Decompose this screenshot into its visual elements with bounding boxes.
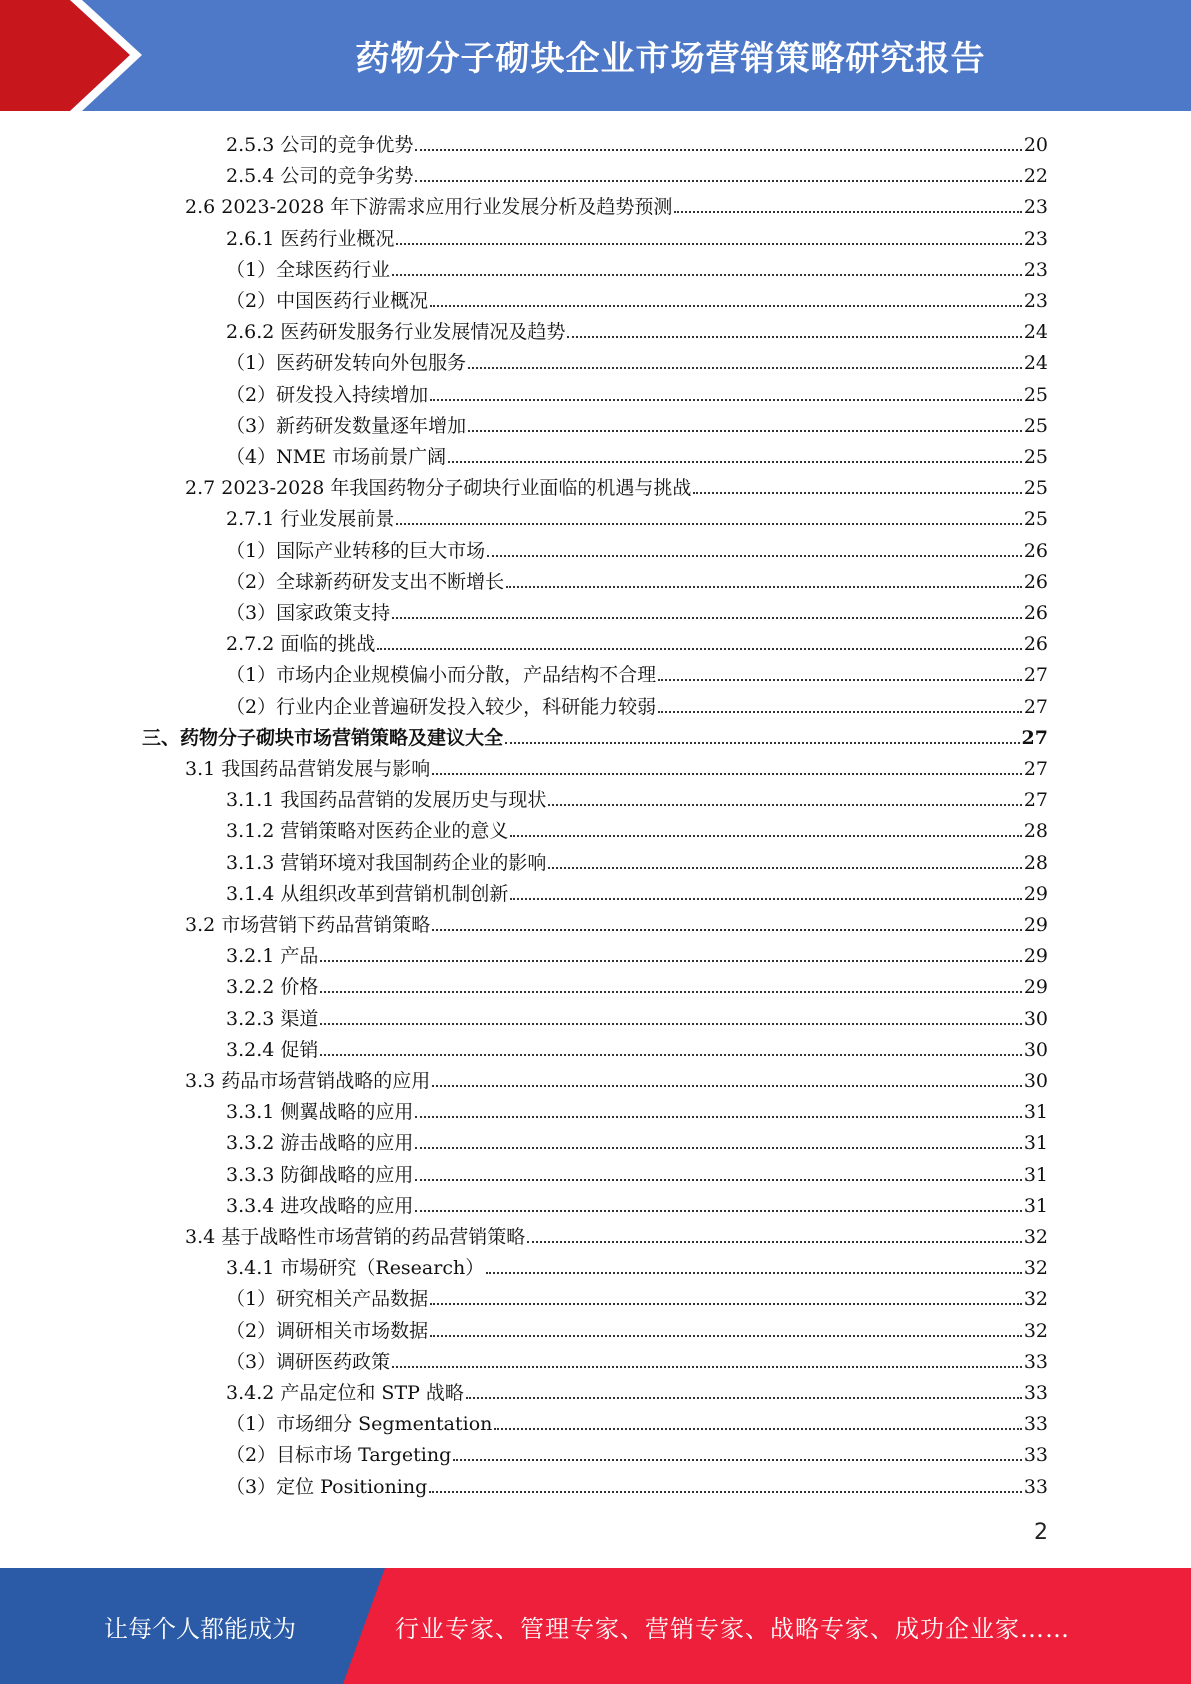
toc-entry-page: 28 xyxy=(1023,820,1048,843)
toc-dot-leader xyxy=(432,1084,1022,1087)
page-number: 2 xyxy=(1034,1520,1048,1545)
toc-entry[interactable] xyxy=(226,844,1048,875)
toc-entry-page: 23 xyxy=(1023,196,1048,219)
toc-entry[interactable] xyxy=(226,1468,1048,1499)
toc-dot-leader xyxy=(658,678,1022,681)
toc-entry-label: 3.3.1 侧翼战略的应用 xyxy=(226,1101,414,1124)
toc-dot-leader xyxy=(320,1022,1021,1025)
toc-entry[interactable] xyxy=(226,407,1048,438)
header-arrow-decoration xyxy=(0,0,160,111)
toc-entry-page: 31 xyxy=(1023,1101,1048,1124)
toc-entry-label: 3.4.2 产品定位和 STP 战略 xyxy=(226,1382,464,1404)
toc-entry-label: 3.2.2 价格 xyxy=(226,976,319,999)
toc-entry-label: 3.1 我国药品营销发展与影响 xyxy=(185,758,431,780)
toc-entry-page: 32 xyxy=(1023,1288,1048,1311)
toc-entry-label: 3.1.4 从组织改革到营销机制创新 xyxy=(226,882,509,905)
toc-dot-leader xyxy=(658,710,1022,713)
toc-dot-leader xyxy=(429,1490,1022,1493)
toc-entry-label: 3.2.1 产品 xyxy=(226,945,319,968)
toc-entry[interactable] xyxy=(226,937,1048,968)
toc-entry[interactable] xyxy=(226,157,1048,188)
toc-dot-leader xyxy=(320,959,1021,962)
toc-dot-leader xyxy=(494,1427,1021,1430)
toc-entry-label: 3.2 市场营销下药品营销策略 xyxy=(185,914,431,936)
toc-entry-label: （1）市场细分 Segmentation xyxy=(226,1413,493,1436)
toc-entry[interactable] xyxy=(185,1062,1048,1093)
toc-entry-label: 2.5.3 公司的竞争优势 xyxy=(226,134,414,156)
toc-entry-label: 3.2.3 渠道 xyxy=(226,1007,319,1030)
toc-entry-label: 2.5.4 公司的竞争劣势 xyxy=(226,165,414,188)
toc-dot-leader xyxy=(674,210,1021,213)
toc-entry-page: 25 xyxy=(1023,508,1048,531)
toc-dot-leader xyxy=(505,741,1020,744)
toc-entry-label: （2）全球新药研发支出不断增长 xyxy=(226,570,505,593)
toc-entry[interactable] xyxy=(226,688,1048,719)
toc-dot-leader xyxy=(466,1396,1022,1399)
toc-entry[interactable] xyxy=(142,719,1048,750)
toc-entry-label: （1）研究相关产品数据 xyxy=(226,1288,429,1311)
toc-entry-label: （1）医药研发转向外包服务 xyxy=(226,352,467,375)
toc-dot-leader xyxy=(432,772,1022,775)
toc-entry[interactable] xyxy=(226,1187,1048,1218)
toc-entry-page: 27 xyxy=(1023,695,1048,718)
toc-entry-label: （3）国家政策支持 xyxy=(226,602,391,624)
toc-entry[interactable] xyxy=(226,126,1048,157)
toc-entry-page: 33 xyxy=(1023,1350,1048,1373)
toc-entry[interactable] xyxy=(226,781,1048,812)
toc-dot-leader xyxy=(430,398,1022,401)
toc-entry-label: 3.2.4 促销 xyxy=(226,1038,319,1061)
toc-dot-leader xyxy=(392,273,1022,276)
toc-entry[interactable] xyxy=(185,188,1048,219)
toc-dot-leader xyxy=(415,1146,1021,1149)
toc-dot-leader xyxy=(415,1178,1021,1181)
toc-entry[interactable] xyxy=(226,313,1048,344)
toc-dot-leader xyxy=(693,491,1021,494)
page-header xyxy=(0,0,1191,111)
toc-entry-page: 23 xyxy=(1023,290,1048,312)
toc-entry[interactable] xyxy=(226,1000,1048,1031)
toc-entry-page: 26 xyxy=(1023,633,1048,656)
toc-entry-page: 33 xyxy=(1023,1444,1048,1467)
toc-entry-page: 31 xyxy=(1023,1132,1048,1155)
toc-entry-page: 25 xyxy=(1023,446,1048,468)
page-footer xyxy=(0,1568,1191,1684)
toc-dot-leader xyxy=(415,179,1021,182)
toc-dot-leader xyxy=(392,1365,1022,1368)
toc-dot-leader xyxy=(415,148,1021,151)
toc-dot-leader xyxy=(392,616,1022,619)
toc-entry[interactable] xyxy=(185,1218,1048,1249)
toc-entry[interactable] xyxy=(226,344,1048,375)
toc-entry[interactable] xyxy=(226,625,1048,656)
toc-dot-leader xyxy=(548,866,1021,869)
toc-entry-page: 32 xyxy=(1023,1257,1048,1280)
toc-entry[interactable] xyxy=(226,1436,1048,1467)
toc-entry[interactable] xyxy=(226,1280,1048,1311)
toc-entry-page: 30 xyxy=(1023,1038,1048,1061)
toc-entry-page: 24 xyxy=(1023,321,1048,344)
toc-entry[interactable] xyxy=(185,469,1048,500)
toc-entry[interactable] xyxy=(226,812,1048,843)
toc-entry-page: 29 xyxy=(1023,882,1048,905)
toc-entry-label: （2）中国医药行业概况 xyxy=(226,290,429,312)
toc-entry-label: 3.3.2 游击战略的应用 xyxy=(226,1132,414,1155)
toc-entry[interactable] xyxy=(185,906,1048,937)
toc-entry-page: 27 xyxy=(1023,758,1048,780)
toc-entry[interactable] xyxy=(226,1405,1048,1436)
toc-entry-label: 3.4.1 市場研究（Research） xyxy=(226,1257,485,1280)
toc-dot-leader xyxy=(487,554,1022,557)
toc-entry-label: 2.7 2023-2028 年我国药物分子砌块行业面临的机遇与挑战 xyxy=(185,477,692,500)
toc-entry[interactable] xyxy=(226,1374,1048,1405)
toc-entry-page: 27 xyxy=(1023,789,1048,812)
toc-entry[interactable] xyxy=(226,220,1048,251)
toc-entry[interactable] xyxy=(226,563,1048,594)
toc-entry[interactable] xyxy=(226,1343,1048,1374)
toc-entry-label: 3.1.3 营销环境对我国制药企业的影响 xyxy=(226,851,547,874)
toc-entry-page: 31 xyxy=(1023,1194,1048,1217)
toc-entry-page: 31 xyxy=(1023,1163,1048,1186)
toc-entry-label: 3.3.3 防御战略的应用 xyxy=(226,1163,414,1186)
toc-dot-leader xyxy=(415,1115,1021,1118)
toc-entry-label: 3.3 药品市场营销战略的应用 xyxy=(185,1070,431,1092)
toc-entry-page: 26 xyxy=(1023,602,1048,624)
toc-entry-label: （2）调研相关市场数据 xyxy=(226,1319,429,1342)
toc-entry-label: （3）调研医药政策 xyxy=(226,1350,391,1373)
toc-dot-leader xyxy=(510,897,1021,900)
toc-entry[interactable] xyxy=(226,1124,1048,1155)
toc-entry-page: 32 xyxy=(1023,1319,1048,1342)
toc-entry-page: 29 xyxy=(1023,914,1048,936)
toc-entry-page: 33 xyxy=(1023,1413,1048,1436)
toc-dot-leader xyxy=(396,522,1021,525)
toc-entry-page: 26 xyxy=(1023,570,1048,593)
toc-entry-page: 24 xyxy=(1023,352,1048,375)
toc-dot-leader xyxy=(506,585,1022,588)
toc-entry-label: （2）目标市场 Targeting xyxy=(226,1444,452,1467)
toc-entry-page: 33 xyxy=(1023,1475,1048,1498)
toc-dot-leader xyxy=(527,1240,1022,1243)
toc-entry-label: （1）国际产业转移的巨大市场 xyxy=(226,539,486,562)
toc-entry-page: 26 xyxy=(1023,539,1048,562)
toc-entry[interactable] xyxy=(226,1156,1048,1187)
toc-dot-leader xyxy=(320,1053,1021,1056)
toc-dot-leader xyxy=(548,803,1021,806)
toc-dot-leader xyxy=(377,647,1021,650)
toc-entry[interactable] xyxy=(226,656,1048,687)
toc-entry-label: 三、药物分子砌块市场营销策略及建议大全 xyxy=(142,726,504,749)
toc-entry-page: 27 xyxy=(1021,726,1048,749)
toc-entry-page: 20 xyxy=(1023,134,1048,156)
toc-entry[interactable] xyxy=(226,1249,1048,1280)
toc-dot-leader xyxy=(453,1458,1022,1461)
footer-slogan-right: 行业专家、管理专家、营销专家、战略专家、成功企业家…… xyxy=(395,1614,1070,1643)
toc-entry-label: 3.3.4 进攻战略的应用 xyxy=(226,1194,414,1217)
toc-entry[interactable] xyxy=(226,376,1048,407)
toc-entry[interactable] xyxy=(185,750,1048,781)
footer-slogan-left: 让每个人都能成为 xyxy=(104,1614,296,1643)
toc-entry-page: 33 xyxy=(1023,1382,1048,1404)
toc-entry-label: （4）NME 市场前景广阔 xyxy=(226,446,447,468)
toc-dot-leader xyxy=(468,366,1022,369)
toc-entry[interactable] xyxy=(226,1312,1048,1343)
header-title: 药物分子砌块企业市场营销策略研究报告 xyxy=(355,39,986,79)
toc-entry-label: 2.6.1 医药行业概况 xyxy=(226,227,395,250)
toc-entry-page: 27 xyxy=(1023,664,1048,687)
toc-entry-page: 30 xyxy=(1023,1007,1048,1030)
toc-entry[interactable] xyxy=(226,251,1048,282)
toc-entry-label: 2.6 2023-2028 年下游需求应用行业发展分析及趋势预测 xyxy=(185,196,673,219)
toc-entry-label: 2.7.1 行业发展前景 xyxy=(226,508,395,531)
toc-entry-page: 29 xyxy=(1023,945,1048,968)
toc-entry-label: 2.6.2 医药研发服务行业发展情况及趋势 xyxy=(226,321,566,344)
toc-dot-leader xyxy=(448,460,1022,463)
toc-dot-leader xyxy=(567,335,1021,338)
toc-entry-page: 25 xyxy=(1023,414,1048,437)
toc-dot-leader xyxy=(486,1271,1022,1274)
toc-entry-label: 3.1.1 我国药品营销的发展历史与现状 xyxy=(226,789,547,812)
toc-entry[interactable] xyxy=(226,1031,1048,1062)
toc-entry-page: 23 xyxy=(1023,258,1048,281)
toc-entry-page: 23 xyxy=(1023,227,1048,250)
toc-dot-leader xyxy=(415,1209,1021,1212)
toc-entry[interactable] xyxy=(226,968,1048,999)
toc-entry-label: 3.1.2 营销策略对医药企业的意义 xyxy=(226,820,509,843)
toc-entry[interactable] xyxy=(226,1093,1048,1124)
toc-dot-leader xyxy=(430,1302,1022,1305)
toc-entry-label: （3）定位 Positioning xyxy=(226,1475,428,1498)
toc-entry[interactable] xyxy=(226,438,1048,469)
toc-dot-leader xyxy=(396,242,1021,245)
toc-entry-label: （2）研发投入持续增加 xyxy=(226,383,429,406)
toc-dot-leader xyxy=(320,990,1021,993)
toc-entry-label: 2.7.2 面临的挑战 xyxy=(226,633,376,656)
toc-entry[interactable] xyxy=(226,875,1048,906)
toc-entry[interactable] xyxy=(226,594,1048,625)
toc-entry[interactable] xyxy=(226,282,1048,313)
toc-entry-page: 25 xyxy=(1023,383,1048,406)
toc-entry[interactable] xyxy=(226,500,1048,531)
toc-entry-page: 29 xyxy=(1023,976,1048,999)
toc-dot-leader xyxy=(430,304,1022,307)
toc-entry-page: 25 xyxy=(1023,477,1048,500)
toc-dot-leader xyxy=(432,928,1022,931)
toc-entry-label: 3.4 基于战略性市场营销的药品营销策略 xyxy=(185,1226,526,1248)
toc-entry-page: 28 xyxy=(1023,851,1048,874)
toc-entry-page: 32 xyxy=(1023,1226,1048,1248)
toc-entry-label: （1）全球医药行业 xyxy=(226,258,391,281)
toc-entry-page: 30 xyxy=(1023,1070,1048,1092)
toc-dot-leader xyxy=(510,834,1021,837)
toc-entry-page: 22 xyxy=(1023,165,1048,188)
toc-entry-label: （2）行业内企业普遍研发投入较少，科研能力较弱 xyxy=(226,695,657,718)
toc-entry-label: （1）市场内企业规模偏小而分散，产品结构不合理 xyxy=(226,664,657,687)
toc-entry[interactable] xyxy=(226,532,1048,563)
toc-dot-leader xyxy=(468,429,1022,432)
toc-entry-label: （3）新药研发数量逐年增加 xyxy=(226,414,467,437)
toc-dot-leader xyxy=(430,1334,1022,1337)
